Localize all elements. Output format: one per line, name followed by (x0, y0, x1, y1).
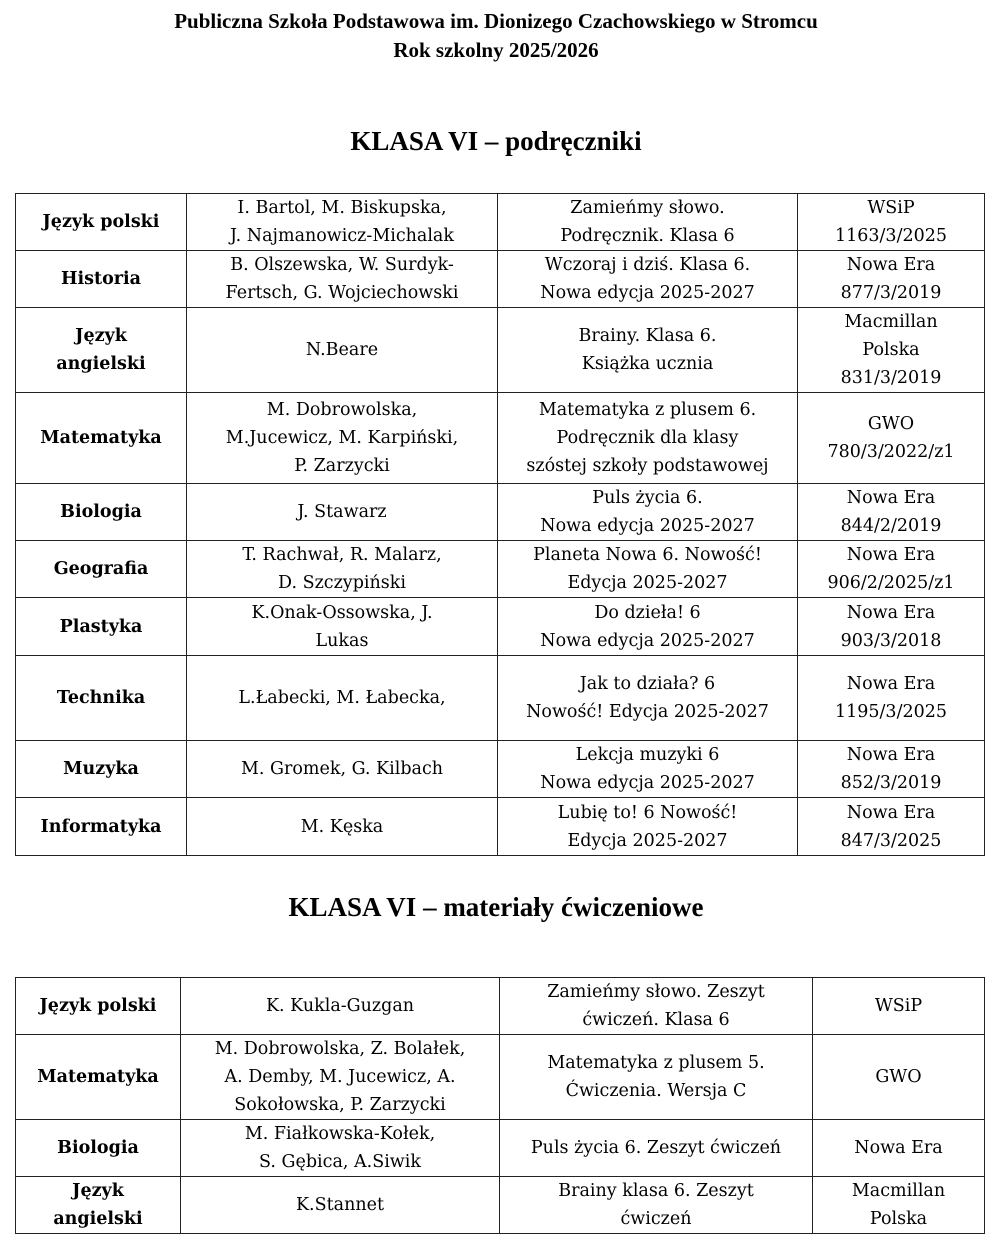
cell-publisher: Nowa Era 1195/3/2025 (798, 656, 985, 741)
cell-subject: Język polski (16, 194, 187, 251)
table-row (16, 798, 985, 856)
cell-authors: I. Bartol, M. Biskupska, J. Najmanowicz-Michalak (187, 194, 498, 251)
cell-subject: Technika (16, 656, 187, 741)
cell-authors: M. Fiałkowska-Kołek, S. Gębica, A.Siwik (181, 1120, 500, 1177)
cell-publisher: Macmillan Polska 831/3/2019 (798, 308, 985, 393)
table-row (16, 484, 985, 541)
cell-title: Matematyka z plusem 6. Podręcznik dla klasy szóstej szkoły podstawowej (498, 393, 798, 484)
cell-publisher: Nowa Era 877/3/2019 (798, 251, 985, 308)
table-row (16, 1177, 985, 1234)
cell-publisher: Nowa Era 852/3/2019 (798, 741, 985, 798)
cell-title: Planeta Nowa 6. Nowość! Edycja 2025-2027 (498, 541, 798, 598)
cell-authors: M. Dobrowolska, M.Jucewicz, M. Karpiński, P. Zarzycki (187, 393, 498, 484)
cell-subject: Język angielski (16, 308, 187, 393)
cell-authors: L.Łabecki, M. Łabecka, (187, 656, 498, 741)
cell-publisher: GWO (813, 1035, 985, 1120)
cell-subject: Muzyka (16, 741, 187, 798)
cell-title: Zamieńmy słowo. Zeszyt ćwiczeń. Klasa 6 (500, 978, 813, 1035)
cell-subject: Język polski (16, 978, 181, 1035)
table-row (16, 251, 985, 308)
cell-subject: Biologia (16, 1120, 181, 1177)
table-row (16, 1035, 985, 1120)
workbooks-heading: KLASA VI – materiały ćwiczeniowe (288, 892, 704, 922)
table-row (16, 598, 985, 656)
cell-subject: Geografia (16, 541, 187, 598)
workbooks-table (15, 977, 985, 1234)
school-name: Publiczna Szkoła Podstawowa im. Dionizego Czachowskiego w Stromcu (174, 9, 818, 33)
cell-publisher: Nowa Era 906/2/2025/z1 (798, 541, 985, 598)
cell-subject: Biologia (16, 484, 187, 541)
cell-publisher: WSiP 1163/3/2025 (798, 194, 985, 251)
cell-title: Lubię to! 6 Nowość! Edycja 2025-2027 (498, 798, 798, 856)
cell-authors: K. Kukla-Guzgan (181, 978, 500, 1035)
table-row (16, 741, 985, 798)
cell-title: Puls życia 6. Nowa edycja 2025-2027 (498, 484, 798, 541)
table-row (16, 1120, 985, 1177)
cell-subject: Matematyka (16, 393, 187, 484)
cell-publisher: Nowa Era (813, 1120, 985, 1177)
cell-title: Jak to działa? 6 Nowość! Edycja 2025-2027 (498, 656, 798, 741)
cell-subject: Język angielski (16, 1177, 181, 1234)
cell-publisher: Nowa Era 903/3/2018 (798, 598, 985, 656)
table-row (16, 656, 985, 741)
cell-title: Puls życia 6. Zeszyt ćwiczeń (500, 1120, 813, 1177)
table-row (16, 308, 985, 393)
school-year: Rok szkolny 2025/2026 (393, 38, 599, 62)
cell-authors: M. Gromek, G. Kilbach (187, 741, 498, 798)
cell-authors: B. Olszewska, W. Surdyk- Fertsch, G. Wojciechowski (187, 251, 498, 308)
cell-authors: K.Onak-Ossowska, J. Lukas (187, 598, 498, 656)
cell-authors: T. Rachwał, R. Malarz, D. Szczypiński (187, 541, 498, 598)
cell-title: Brainy klasa 6. Zeszyt ćwiczeń (500, 1177, 813, 1234)
table-row (16, 978, 985, 1035)
cell-subject: Historia (16, 251, 187, 308)
table-row (16, 194, 985, 251)
cell-title: Matematyka z plusem 5. Ćwiczenia. Wersja C (500, 1035, 813, 1120)
cell-publisher: Macmillan Polska (813, 1177, 985, 1234)
textbooks-heading: KLASA VI – podręczniki (350, 126, 642, 156)
cell-authors: M. Kęska (187, 798, 498, 856)
cell-authors: K.Stannet (181, 1177, 500, 1234)
cell-subject: Matematyka (16, 1035, 181, 1120)
table-row (16, 541, 985, 598)
cell-subject: Informatyka (16, 798, 187, 856)
cell-title: Brainy. Klasa 6. Książka ucznia (498, 308, 798, 393)
cell-title: Lekcja muzyki 6 Nowa edycja 2025-2027 (498, 741, 798, 798)
cell-authors: N.Beare (187, 308, 498, 393)
cell-authors: J. Stawarz (187, 484, 498, 541)
cell-publisher: Nowa Era 844/2/2019 (798, 484, 985, 541)
cell-title: Do dzieła! 6 Nowa edycja 2025-2027 (498, 598, 798, 656)
textbooks-table (15, 193, 985, 856)
cell-title: Zamieńmy słowo. Podręcznik. Klasa 6 (498, 194, 798, 251)
cell-title: Wczoraj i dziś. Klasa 6. Nowa edycja 2025-2027 (498, 251, 798, 308)
cell-publisher: Nowa Era 847/3/2025 (798, 798, 985, 856)
cell-subject: Plastyka (16, 598, 187, 656)
cell-publisher: WSiP (813, 978, 985, 1035)
cell-authors: M. Dobrowolska, Z. Bolałek, A. Demby, M. Jucewicz, A. Sokołowska, P. Zarzycki (181, 1035, 500, 1120)
cell-publisher: GWO 780/3/2022/z1 (798, 393, 985, 484)
table-row (16, 393, 985, 484)
